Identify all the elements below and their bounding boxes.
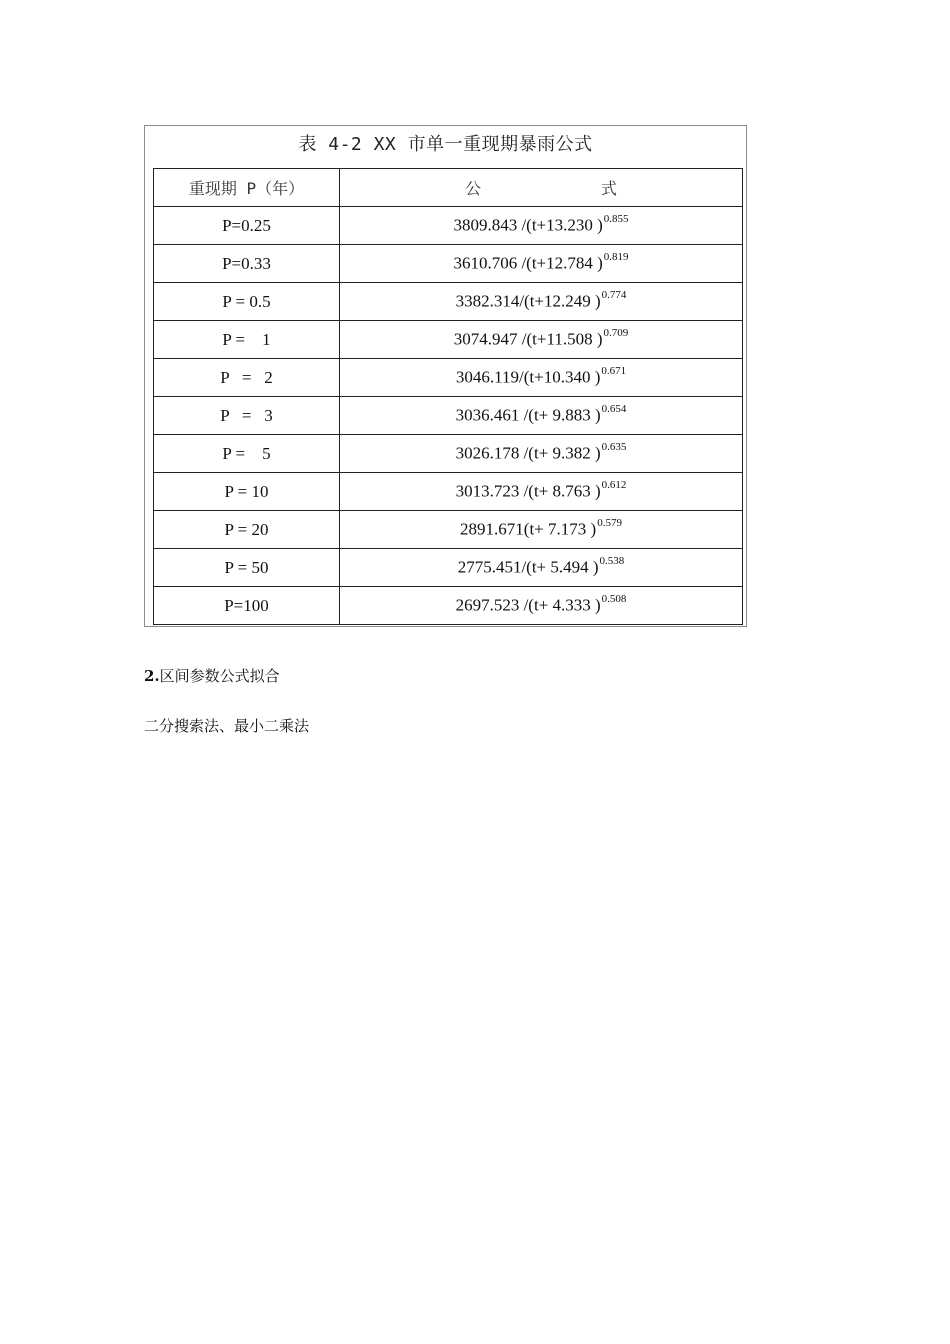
- formula-exponent: 0.774: [601, 289, 627, 302]
- formula-text: 3382.314/(t+12.249 ): [455, 291, 601, 311]
- formula-cell: [340, 511, 743, 549]
- table-row: [154, 321, 743, 359]
- formula-exponent: 0.819: [603, 251, 629, 264]
- formula-cell: [340, 359, 743, 397]
- rainstorm-formula-table: [153, 168, 743, 625]
- formula-text: 3026.178 /(t+ 9.382 ): [455, 443, 601, 463]
- section-heading: [144, 665, 280, 686]
- table-row: [154, 549, 743, 587]
- period-cell: P = 50: [154, 549, 340, 587]
- formula-text: 2891.671(t+ 7.173 ): [460, 519, 597, 539]
- period-cell: P = 10: [154, 473, 340, 511]
- period-cell: P = 1: [154, 321, 340, 359]
- formula-text: 3046.119/(t+10.340 ): [455, 367, 601, 387]
- period-cell: P=0.25: [154, 207, 340, 245]
- formula-cell: [340, 435, 743, 473]
- formula-table-figure: [144, 125, 747, 627]
- formula-cell: [340, 321, 743, 359]
- header-formula-right: 式: [601, 179, 618, 198]
- section-body: 二分搜索法、最小二乘法: [144, 717, 310, 735]
- formula-text: 3809.843 /(t+13.230 ): [453, 215, 603, 235]
- formula-exponent: 0.855: [603, 213, 629, 226]
- header-formula-left: 公: [464, 179, 481, 198]
- formula-exponent: 0.671: [601, 365, 627, 378]
- formula-cell: [340, 549, 743, 587]
- formula-exponent: 0.635: [601, 441, 627, 454]
- formula-text: 3610.706 /(t+12.784 ): [453, 253, 603, 273]
- table-row: [154, 397, 743, 435]
- table-row: [154, 359, 743, 397]
- table-header-row: [154, 169, 743, 207]
- formula-cell: [340, 473, 743, 511]
- formula-cell: [340, 587, 743, 625]
- period-cell: P = 3: [154, 397, 340, 435]
- formula-text: 2775.451/(t+ 5.494 ): [457, 557, 599, 577]
- formula-cell: [340, 245, 743, 283]
- formula-cell: [340, 397, 743, 435]
- formula-exponent: 0.709: [603, 327, 629, 340]
- formula-exponent: 0.579: [597, 517, 622, 530]
- table-row: [154, 511, 743, 549]
- period-cell: P=100: [154, 587, 340, 625]
- formula-exponent: 0.538: [599, 555, 625, 568]
- period-cell: P = 20: [154, 511, 340, 549]
- table-row: [154, 435, 743, 473]
- table-row: [154, 283, 743, 321]
- formula-exponent: 0.654: [601, 403, 627, 416]
- table-caption: 表 4-2 XX 市单一重现期暴雨公式: [298, 134, 593, 155]
- formula-exponent: 0.508: [601, 593, 627, 606]
- period-cell: P = 5: [154, 435, 340, 473]
- table-row: [154, 207, 743, 245]
- formula-cell: [340, 207, 743, 245]
- period-cell: P = 2: [154, 359, 340, 397]
- formula-text: 2697.523 /(t+ 4.333 ): [455, 595, 601, 615]
- header-period: 重现期 P（年）: [154, 169, 340, 207]
- formula-text: 3036.461 /(t+ 9.883 ): [455, 405, 601, 425]
- table-row: [154, 245, 743, 283]
- header-formula: [340, 169, 743, 207]
- period-cell: P=0.33: [154, 245, 340, 283]
- formula-text: 3074.947 /(t+11.508 ): [453, 329, 603, 349]
- section-number: 2.: [144, 667, 160, 685]
- formula-cell: [340, 283, 743, 321]
- formula-text: 3013.723 /(t+ 8.763 ): [455, 481, 601, 501]
- formula-exponent: 0.612: [601, 479, 627, 492]
- section-title: 区间参数公式拟合: [159, 667, 280, 685]
- table-row: [154, 587, 743, 625]
- table-row: [154, 473, 743, 511]
- period-cell: P = 0.5: [154, 283, 340, 321]
